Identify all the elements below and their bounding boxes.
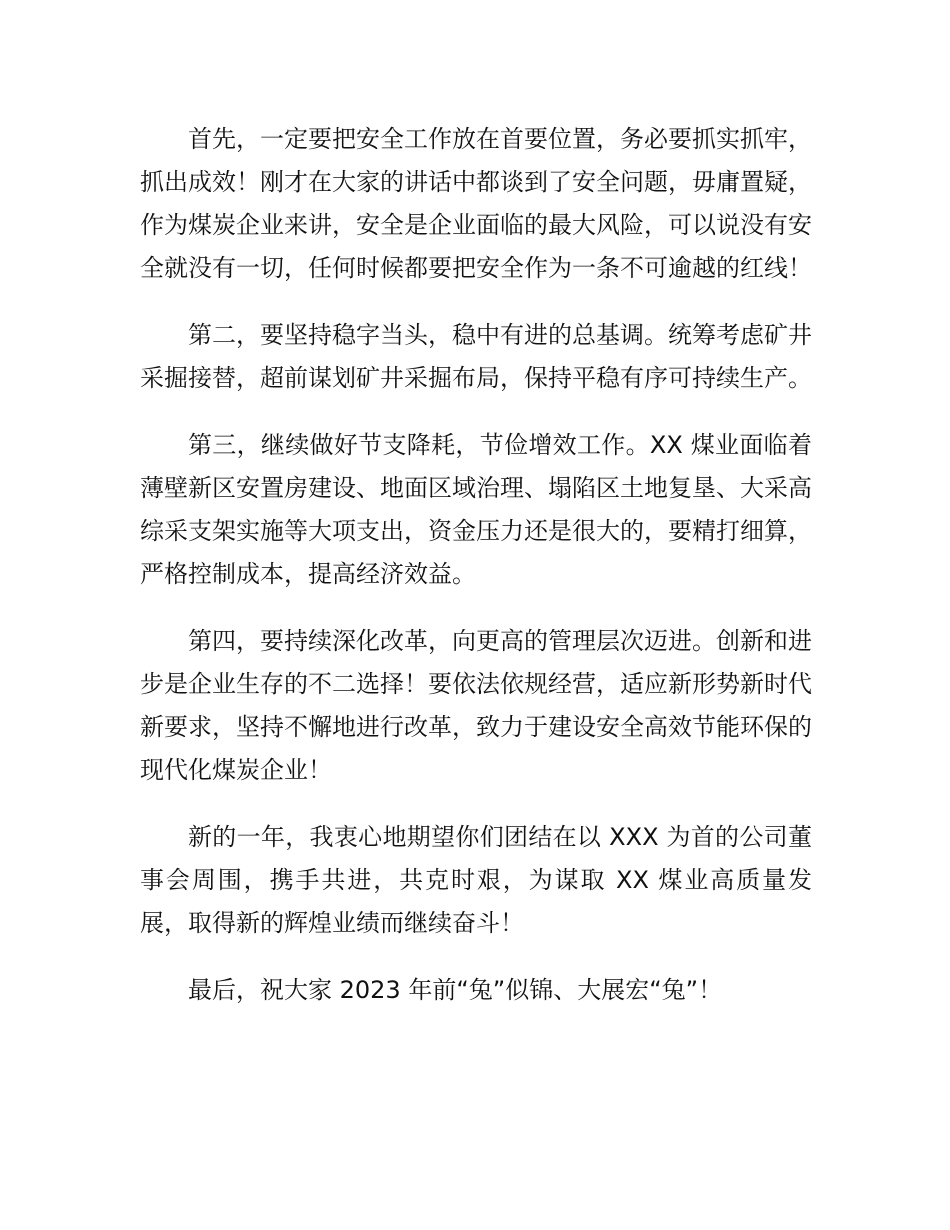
document-body	[140, 118, 812, 1036]
paragraph-stability: 第二，要坚持稳字当头，稳中有进的总基调。统筹考虑矿井采掘接替，超前谋划矿井采掘布局，保持平稳有序可持续生产。	[140, 321, 812, 392]
paragraph-cost-saving: 第三，继续做好节支降耗，节俭增效工作。XX 煤业面临着薄壁新区安置房建设、地面区域治理、塌陷区土地复垦、大采高综采支架实施等大项支出，资金压力还是很大的，要精打细算，严格控制成本，提高经济效益。	[140, 431, 812, 588]
paragraph-reform: 第四，要持续深化改革，向更高的管理层次迈进。创新和进步是企业生存的不二选择！要依法依规经营，适应新形势新时代新要求，坚持不懈地进行改革，致力于建设安全高效节能环保的现代化煤炭企业！	[140, 627, 812, 784]
paragraph-safety: 首先，一定要把安全工作放在首要位置，务必要抓实抓牢，抓出成效！刚才在大家的讲话中都谈到了安全问题，毋庸置疑，作为煤炭企业来讲，安全是企业面临的最大风险，可以说没有安全就没有一切，任何时候都要把安全作为一条不可逾越的红线！	[140, 125, 812, 282]
paragraph-closing: 最后，祝大家 2023 年前“兔”似锦、大展宏“兔”！	[188, 976, 723, 1004]
paragraph-new-year: 新的一年，我衷心地期望你们团结在以 XXX 为首的公司董事会周围，携手共进，共克时艰，为谋取 XX 煤业高质量发展，取得新的辉煌业绩而继续奋斗！	[140, 823, 812, 937]
